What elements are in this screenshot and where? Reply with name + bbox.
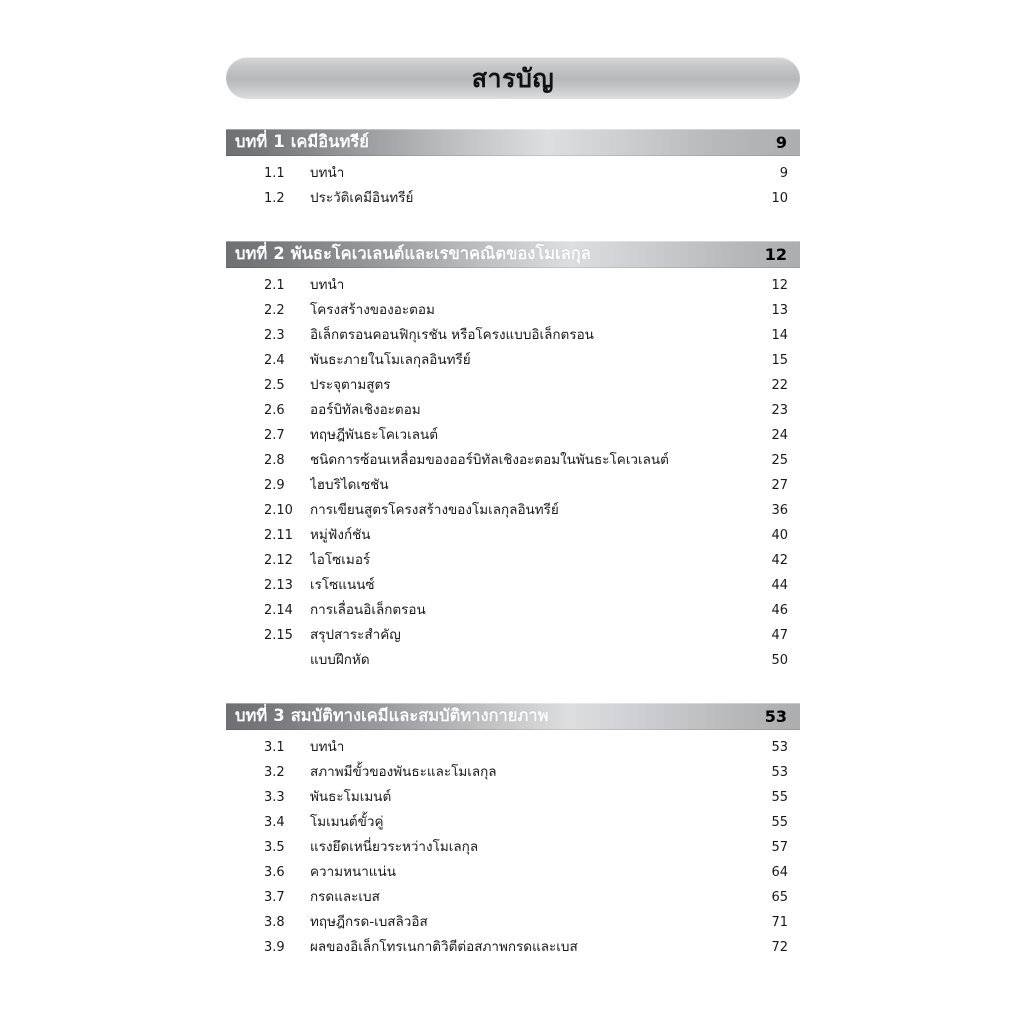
entry-page-number: 9	[779, 166, 788, 181]
entry-page-number: 55	[771, 790, 788, 805]
entry-number: 3.4	[264, 815, 285, 830]
entry-number: 2.10	[264, 503, 293, 518]
entry-page-number: 57	[771, 840, 788, 855]
chapter-header-3[interactable]	[226, 703, 800, 730]
entry-number: 2.5	[264, 378, 285, 393]
entry-page-number: 40	[771, 528, 788, 543]
chapter-title-text: เคมีอินทรีย์	[290, 132, 369, 152]
chapter-page-number: 9	[775, 132, 787, 152]
entry-number: 2.8	[264, 453, 285, 468]
chapter-entries	[226, 161, 800, 211]
chapter-page-number: 12	[764, 244, 787, 264]
entry-title: ทฤษฎีกรด-เบสลิวอิส	[310, 914, 428, 930]
toc-entry[interactable]	[226, 785, 800, 810]
toc-entry[interactable]	[226, 186, 800, 211]
entry-page-number: 25	[771, 453, 788, 468]
entry-number: 2.12	[264, 553, 293, 568]
entry-page-number: 65	[771, 890, 788, 905]
toc-entry[interactable]	[226, 935, 800, 960]
chapter-title	[226, 708, 549, 725]
entry-page-number: 53	[771, 765, 788, 780]
entry-number: 2.6	[264, 403, 285, 418]
entry-title: หมู่ฟังก์ชัน	[310, 527, 371, 543]
entry-page-number: 27	[771, 478, 788, 493]
toc-entry[interactable]	[226, 448, 800, 473]
chapter-entries	[226, 273, 800, 673]
entry-number: 2.2	[264, 303, 285, 318]
entry-title: ทฤษฎีพันธะโคเวเลนต์	[310, 427, 439, 443]
chapter-number: บทที่	[235, 132, 268, 152]
toc-entry[interactable]	[226, 473, 800, 498]
chapter-index: 1	[273, 132, 285, 152]
toc-entry[interactable]	[226, 523, 800, 548]
toc-entry[interactable]	[226, 548, 800, 573]
chapter-title-text: สมบัติทางเคมีและสมบัติทางกายภาพ	[290, 706, 549, 726]
chapter-index: 2	[273, 244, 285, 264]
entry-title: สภาพมีขั้วของพันธะและโมเลกุล	[310, 764, 497, 780]
entry-number: 2.15	[264, 628, 293, 643]
toc-entry[interactable]	[226, 373, 800, 398]
page-title: สารบัญ	[471, 63, 555, 93]
entry-page-number: 14	[771, 328, 788, 343]
chapter-number: บทที่	[235, 244, 268, 264]
chapter-page-number: 53	[764, 706, 787, 726]
entry-number: 3.3	[264, 790, 285, 805]
entry-number: 1.1	[264, 166, 285, 181]
entry-title: ผลของอิเล็กโทรเนกาติวิตีต่อสภาพกรดและเบส	[310, 939, 578, 955]
entry-title: สรุปสาระสำคัญ	[310, 627, 401, 643]
entry-number: 3.2	[264, 765, 285, 780]
entry-number: 3.8	[264, 915, 285, 930]
entry-page-number: 22	[771, 378, 788, 393]
entry-number: 2.4	[264, 353, 285, 368]
chapter-title-text: พันธะโคเวเลนต์และเรขาคณิตของโมเลกุล	[290, 244, 591, 264]
toc-entry[interactable]	[226, 760, 800, 785]
entry-title: ความหนาแน่น	[310, 864, 396, 880]
entry-title: ไฮบริไดเซชัน	[310, 477, 389, 493]
entry-title: แรงยึดเหนี่ยวระหว่างโมเลกุล	[310, 839, 479, 855]
entry-title: ออร์บิทัลเชิงอะตอม	[310, 402, 421, 418]
entry-page-number: 24	[771, 428, 788, 443]
entry-number: 3.9	[264, 940, 285, 955]
entry-page-number: 47	[771, 628, 788, 643]
entry-title: โครงสร้างของอะตอม	[310, 302, 435, 318]
chapter-title	[226, 246, 591, 263]
entry-title: ประจุตามสูตร	[310, 377, 391, 393]
entry-page-number: 42	[771, 553, 788, 568]
entry-number: 2.13	[264, 578, 293, 593]
entry-number: 3.5	[264, 840, 285, 855]
entry-page-number: 10	[771, 191, 788, 206]
entry-number: 2.14	[264, 603, 293, 618]
entry-page-number: 50	[771, 653, 788, 668]
entry-page-number: 44	[771, 578, 788, 593]
entry-title: บทนำ	[310, 165, 345, 181]
entry-page-number: 13	[771, 303, 788, 318]
entry-title: อิเล็กตรอนคอนฟิกุเรชัน หรือโครงแบบอิเล็กตรอน	[310, 327, 594, 343]
entry-page-number: 36	[771, 503, 788, 518]
toc-entry[interactable]	[226, 860, 800, 885]
entry-title: พันธะภายในโมเลกุลอินทรีย์	[310, 352, 471, 368]
entry-title: ชนิดการซ้อนเหลื่อมของออร์บิทัลเชิงอะตอมในพันธะโคเวเลนต์	[310, 452, 669, 468]
entry-number: 2.9	[264, 478, 285, 493]
toc-entry[interactable]	[226, 885, 800, 910]
entry-number: 3.1	[264, 740, 285, 755]
entry-page-number: 23	[771, 403, 788, 418]
entry-title: บทนำ	[310, 739, 345, 755]
chapter-header-2[interactable]	[226, 241, 800, 268]
entry-page-number: 71	[771, 915, 788, 930]
chapter-header-1[interactable]	[226, 129, 800, 156]
toc-entry[interactable]	[226, 273, 800, 298]
entry-title: ไอโซเมอร์	[310, 552, 371, 568]
toc-entry[interactable]	[226, 810, 800, 835]
entry-page-number: 15	[771, 353, 788, 368]
entry-page-number: 53	[771, 740, 788, 755]
toc-entry[interactable]	[226, 298, 800, 323]
toc-entry[interactable]	[226, 161, 800, 186]
entry-title: แบบฝึกหัด	[310, 652, 370, 668]
entry-title: กรดและเบส	[310, 889, 380, 905]
entry-title: พันธะโมเมนต์	[310, 789, 392, 805]
entry-number: 2.11	[264, 528, 293, 543]
page-title-banner	[226, 57, 800, 99]
entry-title: โมเมนต์ขั้วคู่	[310, 814, 384, 830]
chapter-list	[226, 129, 800, 960]
entry-number: 3.6	[264, 865, 285, 880]
toc-entry[interactable]	[226, 348, 800, 373]
entry-number: 1.2	[264, 191, 285, 206]
toc-entry[interactable]	[226, 735, 800, 760]
toc-entry[interactable]	[226, 648, 800, 673]
entry-number: 2.3	[264, 328, 285, 343]
toc-entry[interactable]	[226, 835, 800, 860]
toc-entry[interactable]	[226, 910, 800, 935]
entry-number: 2.1	[264, 278, 285, 293]
toc-entry[interactable]	[226, 323, 800, 348]
toc-entry[interactable]	[226, 398, 800, 423]
content-column	[226, 0, 800, 960]
chapter-title	[226, 134, 369, 151]
chapter-entries	[226, 735, 800, 960]
entry-page-number: 12	[771, 278, 788, 293]
toc-entry[interactable]	[226, 573, 800, 598]
entry-page-number: 55	[771, 815, 788, 830]
entry-page-number: 46	[771, 603, 788, 618]
entry-number: 2.7	[264, 428, 285, 443]
chapter-index: 3	[273, 706, 285, 726]
entry-number: 3.7	[264, 890, 285, 905]
entry-page-number: 72	[771, 940, 788, 955]
toc-entry[interactable]	[226, 498, 800, 523]
toc-entry[interactable]	[226, 423, 800, 448]
entry-title: การเขียนสูตรโครงสร้างของโมเลกุลอินทรีย์	[310, 502, 559, 518]
entry-title: เรโซแนนซ์	[310, 577, 375, 593]
entry-title: บทนำ	[310, 277, 345, 293]
entry-title: การเลื่อนอิเล็กตรอน	[310, 602, 426, 618]
chapter-number: บทที่	[235, 706, 268, 726]
toc-entry[interactable]	[226, 623, 800, 648]
toc-entry[interactable]	[226, 598, 800, 623]
entry-title: ประวัติเคมีอินทรีย์	[310, 190, 414, 206]
entry-page-number: 64	[771, 865, 788, 880]
